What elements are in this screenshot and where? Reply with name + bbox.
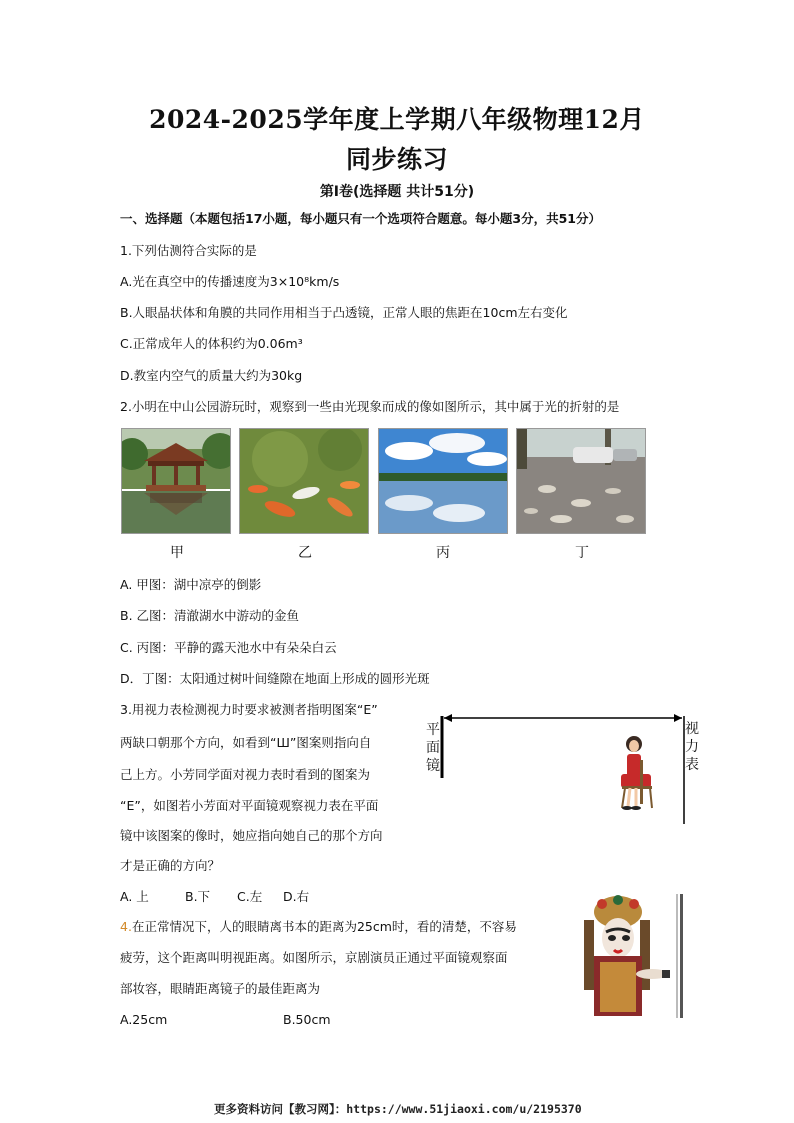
q4-line-2: 疲劳，这个距离叫明视距离。如图所示，京剧演员正通过平面镜观察面 [120,950,508,965]
mirror-label [425,721,441,775]
q3-line-1: 3.用视力表检测视力时要求被测者指明图案“E” [120,702,378,717]
q2-option-a: A. 甲图：湖中凉亭的倒影 [120,577,262,592]
title-line-1: 2024-2025学年度上学期八年级物理12月 [149,105,645,134]
photo-light-spots [516,428,646,534]
photo-goldfish [239,428,369,534]
q2-option-c: C. 丙图：平静的露天池水中有朵朵白云 [120,640,337,655]
q3-option-a: A. 上 [120,889,149,904]
q3-option-d: D.右 [283,889,310,904]
q2-option-d: D．丁图：太阳通过树叶间缝隙在地面上形成的圆形光斑 [120,671,430,686]
q1-option-d: D.教室内空气的质量大约为30kg [120,368,303,383]
section-heading: 一、选择题（本题包括17小题，每小题只有一个选项符合题意。每小题3分，共51分） [120,211,601,226]
q3-line-5: 镜中该图案的像时，她应指向她自己的那个方向 [120,828,383,843]
part-heading: 第Ⅰ卷(选择题 共计51分) [319,184,475,200]
mirror-eye-chart-diagram [422,712,712,828]
photo-caption-jia: 甲 [170,545,184,561]
q4-option-b: B.50cm [283,1012,331,1027]
q1-option-a: A.光在真空中的传播速度为3×10⁸km/s [120,274,340,289]
q3-line-2: 两缺口朝那个方向，如看到“Ш”图案则指向自 [120,735,372,750]
eye-chart-label-char: 视 [685,721,699,737]
q3-option-c: C.左 [237,889,263,904]
q2-stem: 2.小明在中山公园游玩时，观察到一些由光现象而成的像如图所示，其中属于光的折射的是 [120,399,620,414]
eye-chart-label-char: 表 [685,757,699,773]
eye-chart-label-char: 力 [685,739,699,755]
q1-option-b: B.人眼晶状体和角膜的共同作用相当于凸透镜，正常人眼的焦距在10cm左右变化 [120,305,568,320]
photo-caption-bing: 丙 [436,545,450,561]
q1-stem: 1.下列估测符合实际的是 [120,243,257,258]
q4-line-1: 在正常情况下，人的眼睛离书本的距离为25cm时，看的清楚，不容易 [131,919,517,934]
q4-number: 4. [120,919,132,934]
title-line-2: 同步练习 [345,145,448,174]
opera-performer-figure [574,890,692,1022]
mirror-label-char: 镜 [426,758,440,774]
photo-caption-yi: 乙 [298,545,312,561]
photo-caption-ding: 丁 [575,545,589,561]
q1-option-c: C.正常成年人的体积约为0.06m³ [120,336,303,351]
q3-line-3: 己上方。小芳同学面对视力表时看到的图案为 [120,767,371,782]
q2-option-b: B. 乙图：清澈湖水中游动的金鱼 [120,608,300,623]
photo-pavilion [121,428,231,534]
mirror-label-char: 平 [426,722,440,738]
q4-line-3: 部妆容，眼睛距离镜子的最佳距离为 [120,981,321,996]
eye-chart-label [684,720,700,774]
mirror-label-char: 面 [426,740,440,756]
photo-lake-clouds [378,428,508,534]
q3-line-6: 才是正确的方向？ [120,858,221,873]
q4-option-a: A.25cm [120,1012,168,1027]
q3-option-b: B.下 [185,889,211,904]
q3-line-4: “E”，如图若小芳面对平面镜观察视力表在平面 [120,798,379,813]
footer-link[interactable]: 更多资料访问【教习网】：https://www.51jiaoxi.com/u/2195370 [214,1102,582,1116]
